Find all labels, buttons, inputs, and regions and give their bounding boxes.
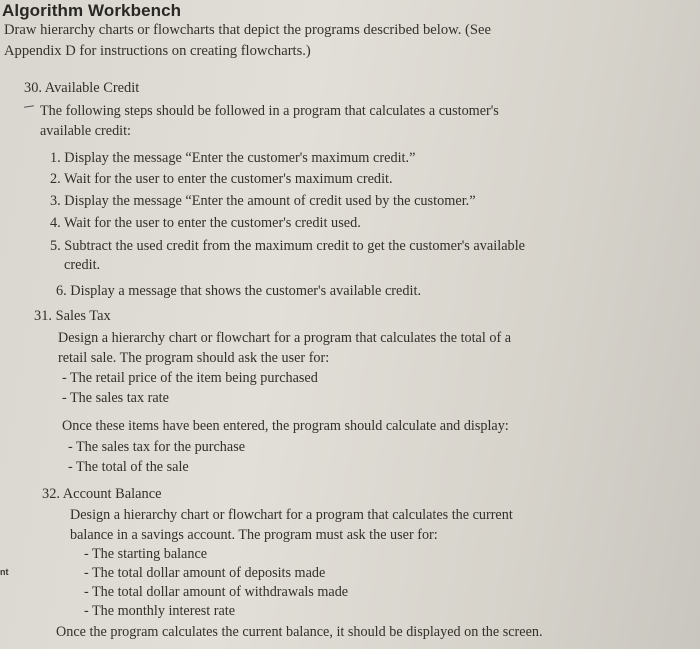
pen-mark (24, 105, 34, 107)
list-item-continuation: credit. (64, 257, 101, 273)
problem-30-desc-line-1: The following steps should be followed in a program that calculates a customer's (40, 103, 499, 119)
margin-fragment: nt (0, 567, 9, 577)
problem-31-then-line: Once these items have been entered, the program should calculate and display: (62, 418, 509, 434)
list-item: 4. Wait for the user to enter the customer's credit used. (50, 215, 361, 231)
list-item: - The total dollar amount of deposits made (84, 565, 326, 581)
problem-31-title: 31. Sales Tax (34, 308, 111, 324)
intro-line-2: Appendix D for instructions on creating flowcharts.) (4, 43, 311, 59)
problem-31-desc-line-2: retail sale. The program should ask the user for: (58, 350, 330, 366)
list-item: - The sales tax rate (62, 390, 169, 406)
problem-32-desc-line-1: Design a hierarchy chart or flowchart for a program that calculates the current (70, 507, 513, 523)
list-item: 3. Display the message “Enter the amount of credit used by the customer.” (50, 193, 476, 209)
section-heading: Algorithm Workbench (2, 1, 182, 20)
problem-30-desc-line-2: available credit: (40, 123, 131, 139)
list-item: - The total of the sale (68, 459, 189, 475)
list-item: - The monthly interest rate (84, 603, 236, 619)
problem-31-desc-line-1: Design a hierarchy chart or flowchart for a program that calculates the total of a (58, 330, 512, 346)
list-item: - The total dollar amount of withdrawals made (84, 584, 349, 600)
list-item: 5. Subtract the used credit from the maximum credit to get the customer's available (50, 238, 526, 254)
problem-30-title: 30. Available Credit (24, 80, 140, 96)
list-item: 6. Display a message that shows the customer's available credit. (56, 283, 422, 299)
list-item: 2. Wait for the user to enter the customer's maximum credit. (50, 171, 393, 187)
list-item: 1. Display the message “Enter the customer's maximum credit.” (50, 150, 416, 166)
problem-32-closing: Once the program calculates the current balance, it should be displayed on the screen. (56, 624, 543, 640)
list-item: - The sales tax for the purchase (68, 439, 246, 455)
intro-line-1: Draw hierarchy charts or flowcharts that depict the programs described below. (See (4, 22, 491, 38)
list-item: - The retail price of the item being purchased (62, 370, 318, 386)
problem-32-desc-line-2: balance in a savings account. The program must ask the user for: (70, 527, 438, 543)
problem-32-title: 32. Account Balance (42, 486, 162, 502)
list-item: - The starting balance (84, 546, 208, 562)
